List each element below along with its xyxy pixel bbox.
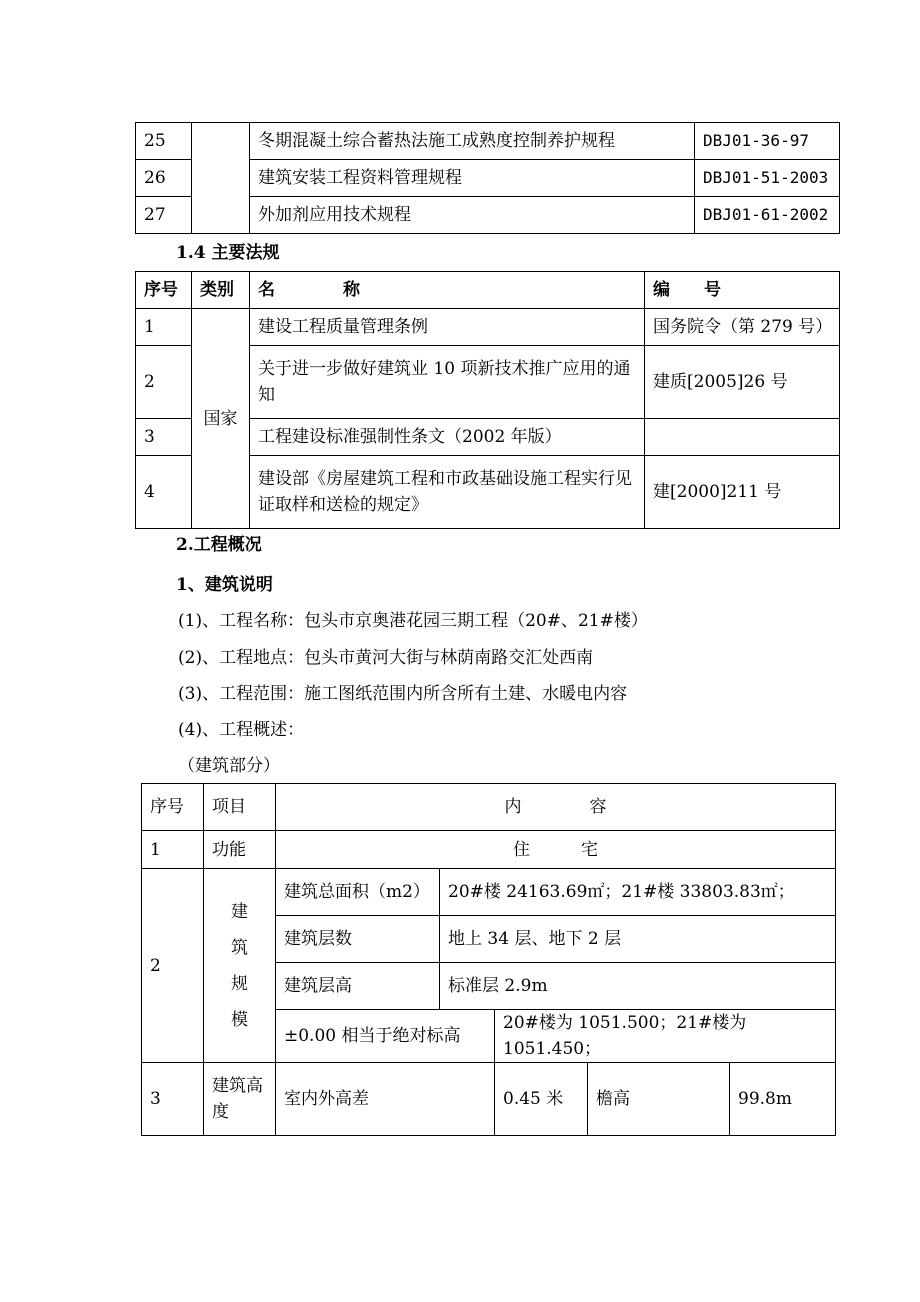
standard-code: DBJ01-36-97 [695,123,840,160]
standard-name: 外加剂应用技术规程 [250,197,695,234]
row-number: 26 [136,160,192,197]
eave-height-label: 檐高 [588,1063,730,1136]
regulation-code: 国务院令（第 279 号） [645,309,840,346]
part-label: （建筑部分） [178,756,280,776]
height-diff-value: 0.45 米 [495,1063,588,1136]
regulation-name: 建设部《房屋建筑工程和市政基础设施工程实行见证取样和送检的规定》 [250,456,645,529]
table-row [142,831,836,869]
header-code: 编 号 [645,272,840,309]
row-number: 2 [136,346,192,419]
standard-code: DBJ01-51-2003 [695,160,840,197]
item-label-height: 建筑高度 [204,1063,276,1136]
standard-code: DBJ01-61-2002 [695,197,840,234]
header-content: 内 容 [276,784,836,831]
storey-height-label: 建筑层高 [276,963,440,1010]
header-category: 类别 [192,272,250,309]
regulation-name: 工程建设标准强制性条文（2002 年版） [250,419,645,456]
elevation-label: ±0.00 相当于绝对标高 [276,1010,495,1063]
item-label-scale [204,869,276,1063]
item-char: 模 [231,1009,248,1030]
regulation-name: 建设工程质量管理条例 [250,309,645,346]
project-summary: (4)、工程概述： [178,720,305,740]
table-header-row [136,272,840,309]
category-cell: 国家 [192,309,250,529]
row-number: 3 [136,419,192,456]
standard-name: 建筑安装工程资料管理规程 [250,160,695,197]
row-number: 1 [136,309,192,346]
standards-table [135,122,840,234]
table-row [142,1063,836,1136]
project-name: (1)、工程名称：包头市京奥港花园三期工程（20#、21#楼） [178,611,648,631]
header-item: 项目 [204,784,276,831]
row-number: 1 [142,831,204,869]
table-row [142,869,836,916]
item-char: 规 [231,973,248,994]
item-char: 筑 [231,937,248,958]
project-scope: (3)、工程范围：施工图纸范围内所含所有土建、水暖电内容 [178,684,628,704]
floors-value: 地上 34 层、地下 2 层 [440,916,836,963]
standard-name: 冬期混凝土综合蓄热法施工成熟度控制养护规程 [250,123,695,160]
item-label: 功能 [204,831,276,869]
project-location: (2)、工程地点：包头市黄河大街与林荫南路交汇处西南 [178,648,594,668]
regulation-code: 建[2000]211 号 [645,456,840,529]
row-number: 25 [136,123,192,160]
section-heading-regulations: 1.4 主要法规 [176,243,280,263]
regulation-name: 关于进一步做好建筑业 10 项新技术推广应用的通知 [250,346,645,419]
row-number: 27 [136,197,192,234]
area-value: 20#楼 24163.69㎡；21#楼 33803.83㎡； [440,869,836,916]
row-number: 4 [136,456,192,529]
header-no: 序号 [136,272,192,309]
storey-height-value: 标准层 2.9m [440,963,836,1010]
eave-height-value: 99.8m [730,1063,836,1136]
floors-label: 建筑层数 [276,916,440,963]
subsection-heading-architecture: 1、建筑说明 [176,575,273,595]
function-value: 住 宅 [276,831,836,869]
regulation-code: 建质[2005]26 号 [645,346,840,419]
area-label: 建筑总面积（m2） [276,869,440,916]
row-number: 3 [142,1063,204,1136]
header-name: 名 称 [250,272,645,309]
item-char: 建 [231,901,248,922]
building-table [141,783,836,1136]
row-number: 2 [142,869,204,1063]
category-cell [192,123,250,234]
table-row [136,123,840,160]
table-header-row [142,784,836,831]
height-diff-label: 室内外高差 [276,1063,495,1136]
elevation-value: 20#楼为 1051.500；21#楼为 1051.450； [495,1010,836,1063]
table-row [136,309,840,346]
section-heading-overview: 2.工程概况 [176,535,262,555]
header-no: 序号 [142,784,204,831]
regulation-code [645,419,840,456]
regulations-table [135,271,840,529]
